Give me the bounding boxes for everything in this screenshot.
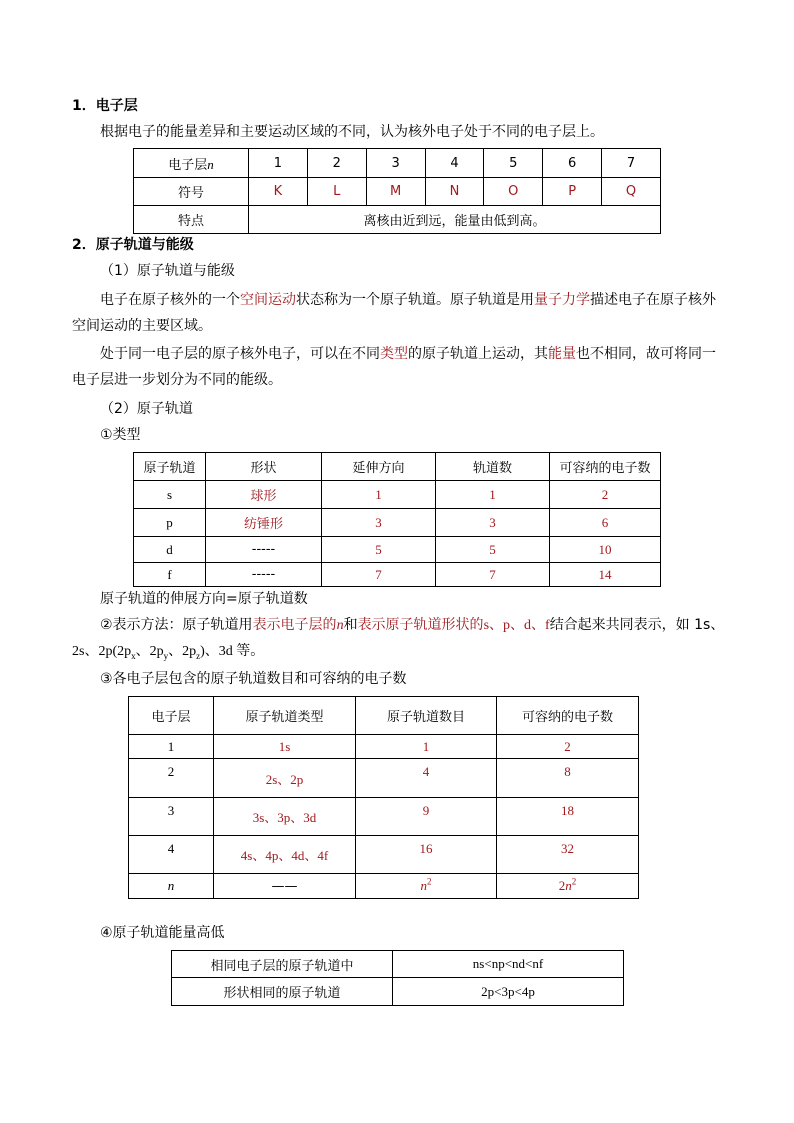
shell-symbol: L bbox=[307, 178, 366, 206]
energy-label: ④原子轨道能量高低 bbox=[100, 925, 225, 941]
highlight-quantum-mechanics: 量子力学 bbox=[534, 292, 590, 308]
paragraph-2-line-2: 电子层进一步划分为不同的能级。 bbox=[72, 372, 282, 388]
highlight-space-motion: 空间运动 bbox=[240, 292, 296, 308]
count-label: ③各电子层包含的原子轨道数目和可容纳的电子数 bbox=[100, 671, 407, 687]
energy-order-same-shell: ns<np<nd<nf bbox=[393, 951, 624, 978]
shell-symbol: K bbox=[249, 178, 308, 206]
paragraph-2-line-1: 处于同一电子层的原子核外电子，可以在不同类型的原子轨道上运动，其能量也不相同，故可将同一 bbox=[100, 346, 716, 362]
header-cell: 原子轨道 bbox=[134, 453, 206, 481]
section-2-title: 2．原子轨道与能级 bbox=[72, 237, 194, 253]
orbital-count-table bbox=[128, 696, 639, 899]
shell-number: 3 bbox=[366, 149, 425, 178]
orbital-type-table bbox=[133, 452, 661, 587]
electron-shell-table bbox=[133, 148, 661, 234]
subsection-1-title: （1）原子轨道与能级 bbox=[100, 263, 235, 279]
orbital-count-header-row bbox=[129, 697, 639, 735]
header-cell: 可容纳的电子数 bbox=[497, 697, 639, 735]
highlight-type: 类型 bbox=[380, 346, 408, 362]
shell-label-cell: 电子层n bbox=[134, 149, 249, 178]
table-row: 相同电子层的原子轨道中 ns<np<nd<nf bbox=[172, 951, 624, 978]
paragraph-1-line-1: 电子在原子核外的一个空间运动状态称为一个原子轨道。原子轨道是用量子力学描述电子在原子核外 bbox=[100, 292, 716, 308]
shell-number-row bbox=[134, 149, 661, 178]
table-row: s 球形 1 1 2 bbox=[134, 481, 661, 509]
shell-number: 4 bbox=[425, 149, 484, 178]
shell-symbol: Q bbox=[602, 178, 661, 206]
table-row: 1 1s 1 2 bbox=[129, 735, 639, 759]
shell-feature-row bbox=[134, 206, 661, 234]
shell-number: 5 bbox=[484, 149, 543, 178]
shell-symbol-row bbox=[134, 178, 661, 206]
shell-number: 6 bbox=[543, 149, 602, 178]
header-cell: 电子层 bbox=[129, 697, 214, 735]
type-label: ①类型 bbox=[100, 427, 141, 443]
orbital-energy-table bbox=[171, 950, 624, 1006]
section-1-intro: 根据电子的能量差异和主要运动区域的不同，认为核外电子处于不同的电子层上。 bbox=[100, 124, 604, 140]
feature-cell: 离核由近到远，能量由低到高。 bbox=[249, 206, 661, 234]
header-cell: 延伸方向 bbox=[322, 453, 436, 481]
subsection-2-title: （2）原子轨道 bbox=[100, 401, 193, 417]
header-cell: 可容纳的电子数 bbox=[550, 453, 661, 481]
table-row-general: n —— $n^2$ $2n^2$ bbox=[129, 874, 639, 899]
feature-label-cell: 特点 bbox=[134, 206, 249, 234]
table-row: 2 2s、2p 4 8 bbox=[129, 759, 639, 798]
symbol-label-cell: 符号 bbox=[134, 178, 249, 206]
paragraph-1-line-2: 空间运动的主要区域。 bbox=[72, 318, 212, 334]
method-line-2: 2s、$2p(2p_x$、$2p_y$、$2p_z$)、3d 等。 bbox=[72, 644, 265, 661]
table-row: 4 4s、4p、4d、4f 16 32 bbox=[129, 836, 639, 874]
header-cell: 原子轨道类型 bbox=[214, 697, 356, 735]
table-row: f ----- 7 7 14 bbox=[134, 563, 661, 587]
shell-number: 7 bbox=[602, 149, 661, 178]
highlight-energy: 能量 bbox=[548, 346, 576, 362]
direction-note: 原子轨道的伸展方向=原子轨道数 bbox=[100, 591, 308, 607]
orbital-type-header-row bbox=[134, 453, 661, 481]
shell-symbol: N bbox=[425, 178, 484, 206]
shell-number: 1 bbox=[249, 149, 308, 178]
shell-number: 2 bbox=[307, 149, 366, 178]
method-line-1: ②表示方法：原子轨道用表示电子层的n和表示原子轨道形状的s、p、d、f结合起来共同表示，如 1s、 bbox=[100, 617, 725, 633]
shell-symbol: P bbox=[543, 178, 602, 206]
shell-symbol: O bbox=[484, 178, 543, 206]
table-row: 形状相同的原子轨道 2p<3p<4p bbox=[172, 978, 624, 1006]
header-cell: 原子轨道数目 bbox=[356, 697, 497, 735]
table-row: 3 3s、3p、3d 9 18 bbox=[129, 798, 639, 836]
table-row: d ----- 5 5 10 bbox=[134, 537, 661, 563]
header-cell: 轨道数 bbox=[436, 453, 550, 481]
table-row: p 纺锤形 3 3 6 bbox=[134, 509, 661, 537]
energy-order-same-shape: 2p<3p<4p bbox=[393, 978, 624, 1006]
section-1-title: 1．电子层 bbox=[72, 98, 138, 114]
shell-symbol: M bbox=[366, 178, 425, 206]
header-cell: 形状 bbox=[206, 453, 322, 481]
